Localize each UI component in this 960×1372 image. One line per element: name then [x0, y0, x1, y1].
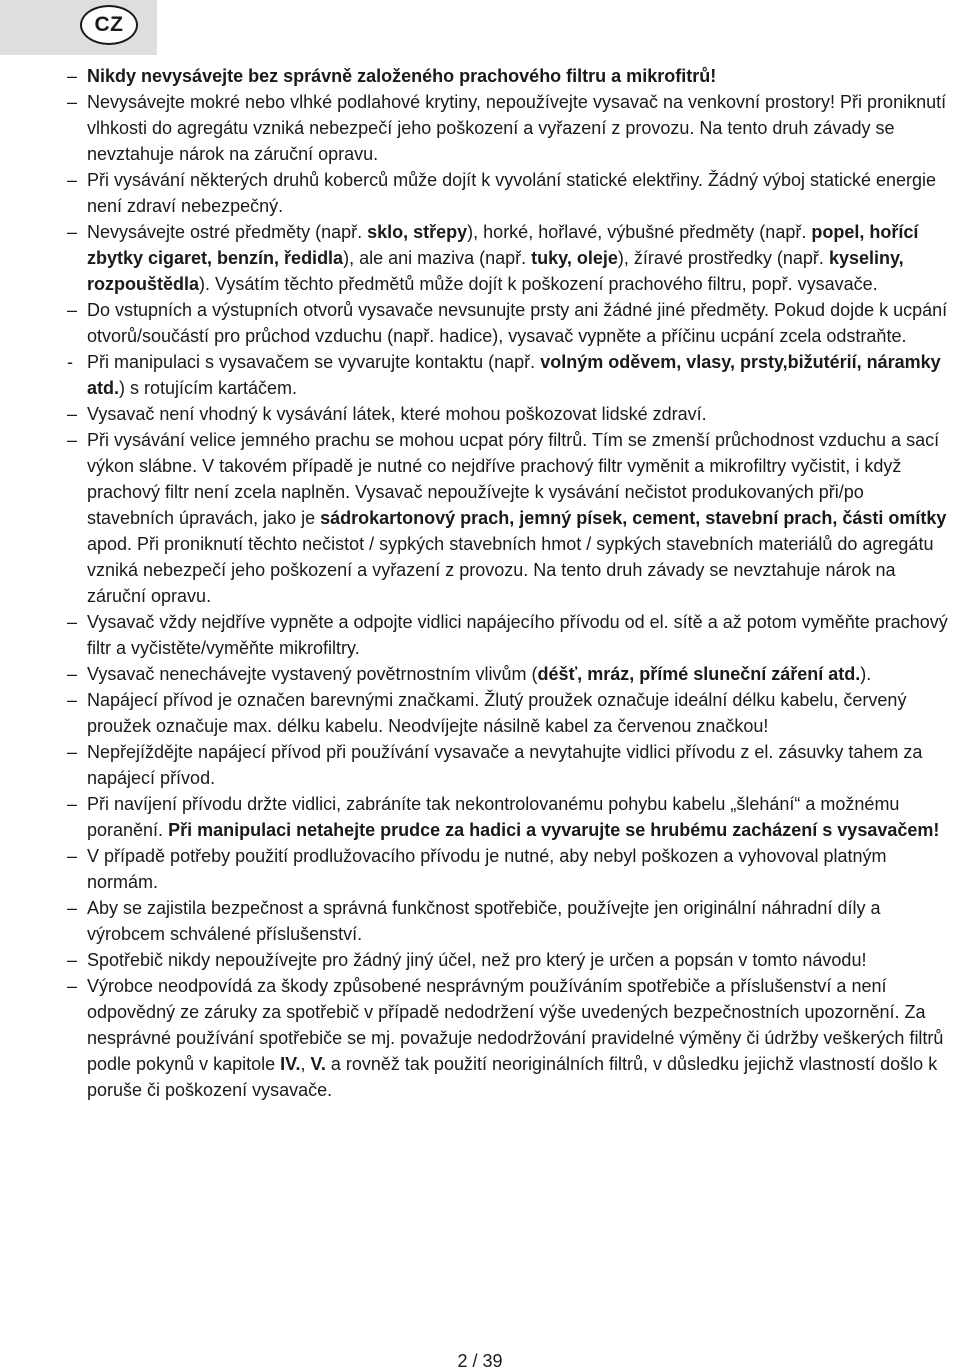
- list-bullet: –: [67, 690, 78, 710]
- body-text: Při manipulaci s vysavačem se vyvarujte kontaktu (např.: [87, 352, 541, 372]
- body-text: Při vysávání některých druhů koberců může dojít k vyvolání statické elektřiny. Žádný výboj statické energie není zdraví nebezpečný.: [87, 170, 937, 216]
- emphasis-text: tuky, oleje: [531, 248, 618, 268]
- list-bullet: –: [67, 846, 78, 866]
- body-text: ).: [860, 664, 872, 684]
- emphasis-text: IV.: [280, 1054, 301, 1074]
- list-item: [67, 895, 953, 947]
- body-text: Nevysávejte ostré předměty (např.: [87, 222, 368, 242]
- body-text: Spotřebič nikdy nepoužívejte pro žádný jiný účel, než pro který je určen a popsán v tomto návodu!: [87, 950, 867, 970]
- list-bullet: –: [67, 170, 78, 190]
- body-text: Při navíjení přívodu držte vidlici, zabráníte tak nekontrolovanému pohybu kabelu „šlehání“ a možnému poranění.: [87, 794, 900, 840]
- body-text: Vysavač nenechávejte vystavený povětrnostním vlivům (: [87, 664, 538, 684]
- language-tab: [0, 0, 157, 55]
- list-bullet: –: [67, 742, 78, 762]
- list-bullet: –: [67, 66, 78, 86]
- list-bullet: –: [67, 612, 78, 632]
- body-text: Vysavač není vhodný k vysávání látek, které mohou poškozovat lidské zdraví.: [87, 404, 707, 424]
- body-text: Napájecí přívod je označen barevnými značkami. Žlutý proužek označuje ideální délku kabelu, červený proužek označuje max. délku kabelu. Neodvíjejte násilně kabel za červenou značkou!: [87, 690, 907, 736]
- emphasis-text: déšť, mráz, přímé sluneční záření atd.: [537, 664, 861, 684]
- page-current: 2: [457, 1351, 468, 1371]
- safety-instructions-list: [67, 63, 953, 1103]
- body-text: ), ale ani maziva (např.: [343, 248, 532, 268]
- list-item: [67, 219, 953, 297]
- body-text: ) s rotujícím kartáčem.: [119, 378, 298, 398]
- list-item: [67, 427, 953, 609]
- list-item: [67, 973, 953, 1103]
- list-item: [67, 401, 953, 427]
- body-text: Nevysávejte mokré nebo vlhké podlahové krytiny, nepoužívejte vysavač na venkovní prostory! Při proniknutí vlhkosti do agregátu vzniká nebezpečí jeho poškození a vyřazení z provozu. Na tento druh závady se nevztahuje nárok na záruční opravu.: [87, 92, 947, 164]
- list-item: [67, 947, 953, 973]
- emphasis-text: Při manipulaci netahejte prudce za hadici a vyvarujte se hrubému zacházení s vysavačem!: [168, 820, 940, 840]
- list-bullet: –: [67, 300, 78, 320]
- body-text: ), horké, hořlavé, výbušné předměty (např.: [467, 222, 812, 242]
- list-item: [67, 609, 953, 661]
- list-item: [67, 687, 953, 739]
- emphasis-text: sádrokartonový prach, jemný písek, cement, stavební prach, části omítky: [320, 508, 947, 528]
- list-bullet: –: [67, 950, 78, 970]
- list-item: [67, 349, 953, 401]
- list-bullet: –: [67, 430, 78, 450]
- body-text: a rovněž tak použití neoriginálních filtrů, v důsledku jejichž vlastností došlo k poruše či poškození vysavače.: [87, 1054, 938, 1100]
- body-text: ,: [300, 1054, 311, 1074]
- body-text: V případě potřeby použití prodlužovacího přívodu je nutné, aby nebyl poškozen a vyhovoval platným normám.: [87, 846, 887, 892]
- list-item: [67, 843, 953, 895]
- body-text: ). Vysátím těchto předmětů může dojít k poškození prachového filtru, popř. vysavače.: [199, 274, 878, 294]
- list-item: [67, 661, 953, 687]
- list-item: [67, 791, 953, 843]
- list-bullet: –: [67, 664, 78, 684]
- body-text: Výrobce neodpovídá za škody způsobené nesprávným používáním spotřebiče a příslušenství a není odpovědný ze záruky za spotřebič v případě nedodržení výše uvedených bezpečnostních upozornění. Za nesprávné používání spotřebiče se mj. považuje nedodržování pravidelné výměny či údržby veškerých filtrů podle pokynů v kapitole: [87, 976, 944, 1074]
- body-text: Nepřejíždějte napájecí přívod při používání vysavače a nevytahujte vidlici přívodu z el. zásuvky tahem za napájecí přívod.: [87, 742, 923, 788]
- list-bullet: –: [67, 794, 78, 814]
- list-item: [67, 89, 953, 167]
- language-badge: CZ: [80, 5, 138, 45]
- emphasis-text: sklo, střepy: [367, 222, 468, 242]
- list-bullet: –: [67, 976, 78, 996]
- page-total: 39: [482, 1351, 503, 1371]
- body-text: ), žíravé prostředky (např.: [617, 248, 829, 268]
- list-bullet: –: [67, 404, 78, 424]
- list-bullet: -: [67, 352, 73, 372]
- list-bullet: –: [67, 92, 78, 112]
- list-item: [67, 739, 953, 791]
- body-text: Aby se zajistila bezpečnost a správná funkčnost spotřebiče, používejte jen originální náhradní díly a výrobcem schválené příslušenství.: [87, 898, 881, 944]
- list-bullet: –: [67, 898, 78, 918]
- emphasis-text: volným oděvem, vlasy, prsty,bižutérií, náramky atd.: [87, 352, 941, 398]
- page-separator: /: [472, 1351, 478, 1371]
- emphasis-text: popel, hořící zbytky cigaret, benzín, ředidla: [87, 222, 919, 268]
- body-text: Vysavač vždy nejdříve vypněte a odpojte vidlici napájecího přívodu od el. sítě a až potom vyměňte prachový filtr a vyčistěte/vyměňte mikrofiltry.: [87, 612, 948, 658]
- list-item: [67, 167, 953, 219]
- list-item: [67, 63, 953, 89]
- emphasis-text: kyseliny, rozpouštědla: [87, 248, 904, 294]
- body-text: Při vysávání velice jemného prachu se mohou ucpat póry filtrů. Tím se zmenší průchodnost vzduchu a sací výkon slábne. V takovém případě je nutné co nejdříve prachový filtr vyměnit a mikrofiltry vyčistit, i když prachový filtr není zcela naplněn. Vysavač nepoužívejte k vysávání nečistot produkovaných při/po stavebních úpravách, jako je: [87, 430, 940, 528]
- body-text: Do vstupních a výstupních otvorů vysavače nevsunujte prsty ani žádné jiné předměty. Pokud dojde k ucpání otvorů/součástí pro průchod vzduchu (např. hadice), vysavač vypněte a příčinu ucpání zcela odstraňte.: [87, 300, 948, 346]
- list-item: [67, 297, 953, 349]
- list-bullet: –: [67, 222, 78, 242]
- emphasis-text: V.: [310, 1054, 326, 1074]
- emphasis-text: Nikdy nevysávejte bez správně založeného prachového filtru a mikrofitrů!: [87, 66, 717, 86]
- body-text: apod. Při proniknutí těchto nečistot / sypkých stavebních hmot / sypkých stavebních materiálů do agregátu vzniká nebezpečí jeho poškození a vyřazení z provozu. Na tento druh závady se nevztahuje nárok na záruční opravu.: [87, 534, 934, 606]
